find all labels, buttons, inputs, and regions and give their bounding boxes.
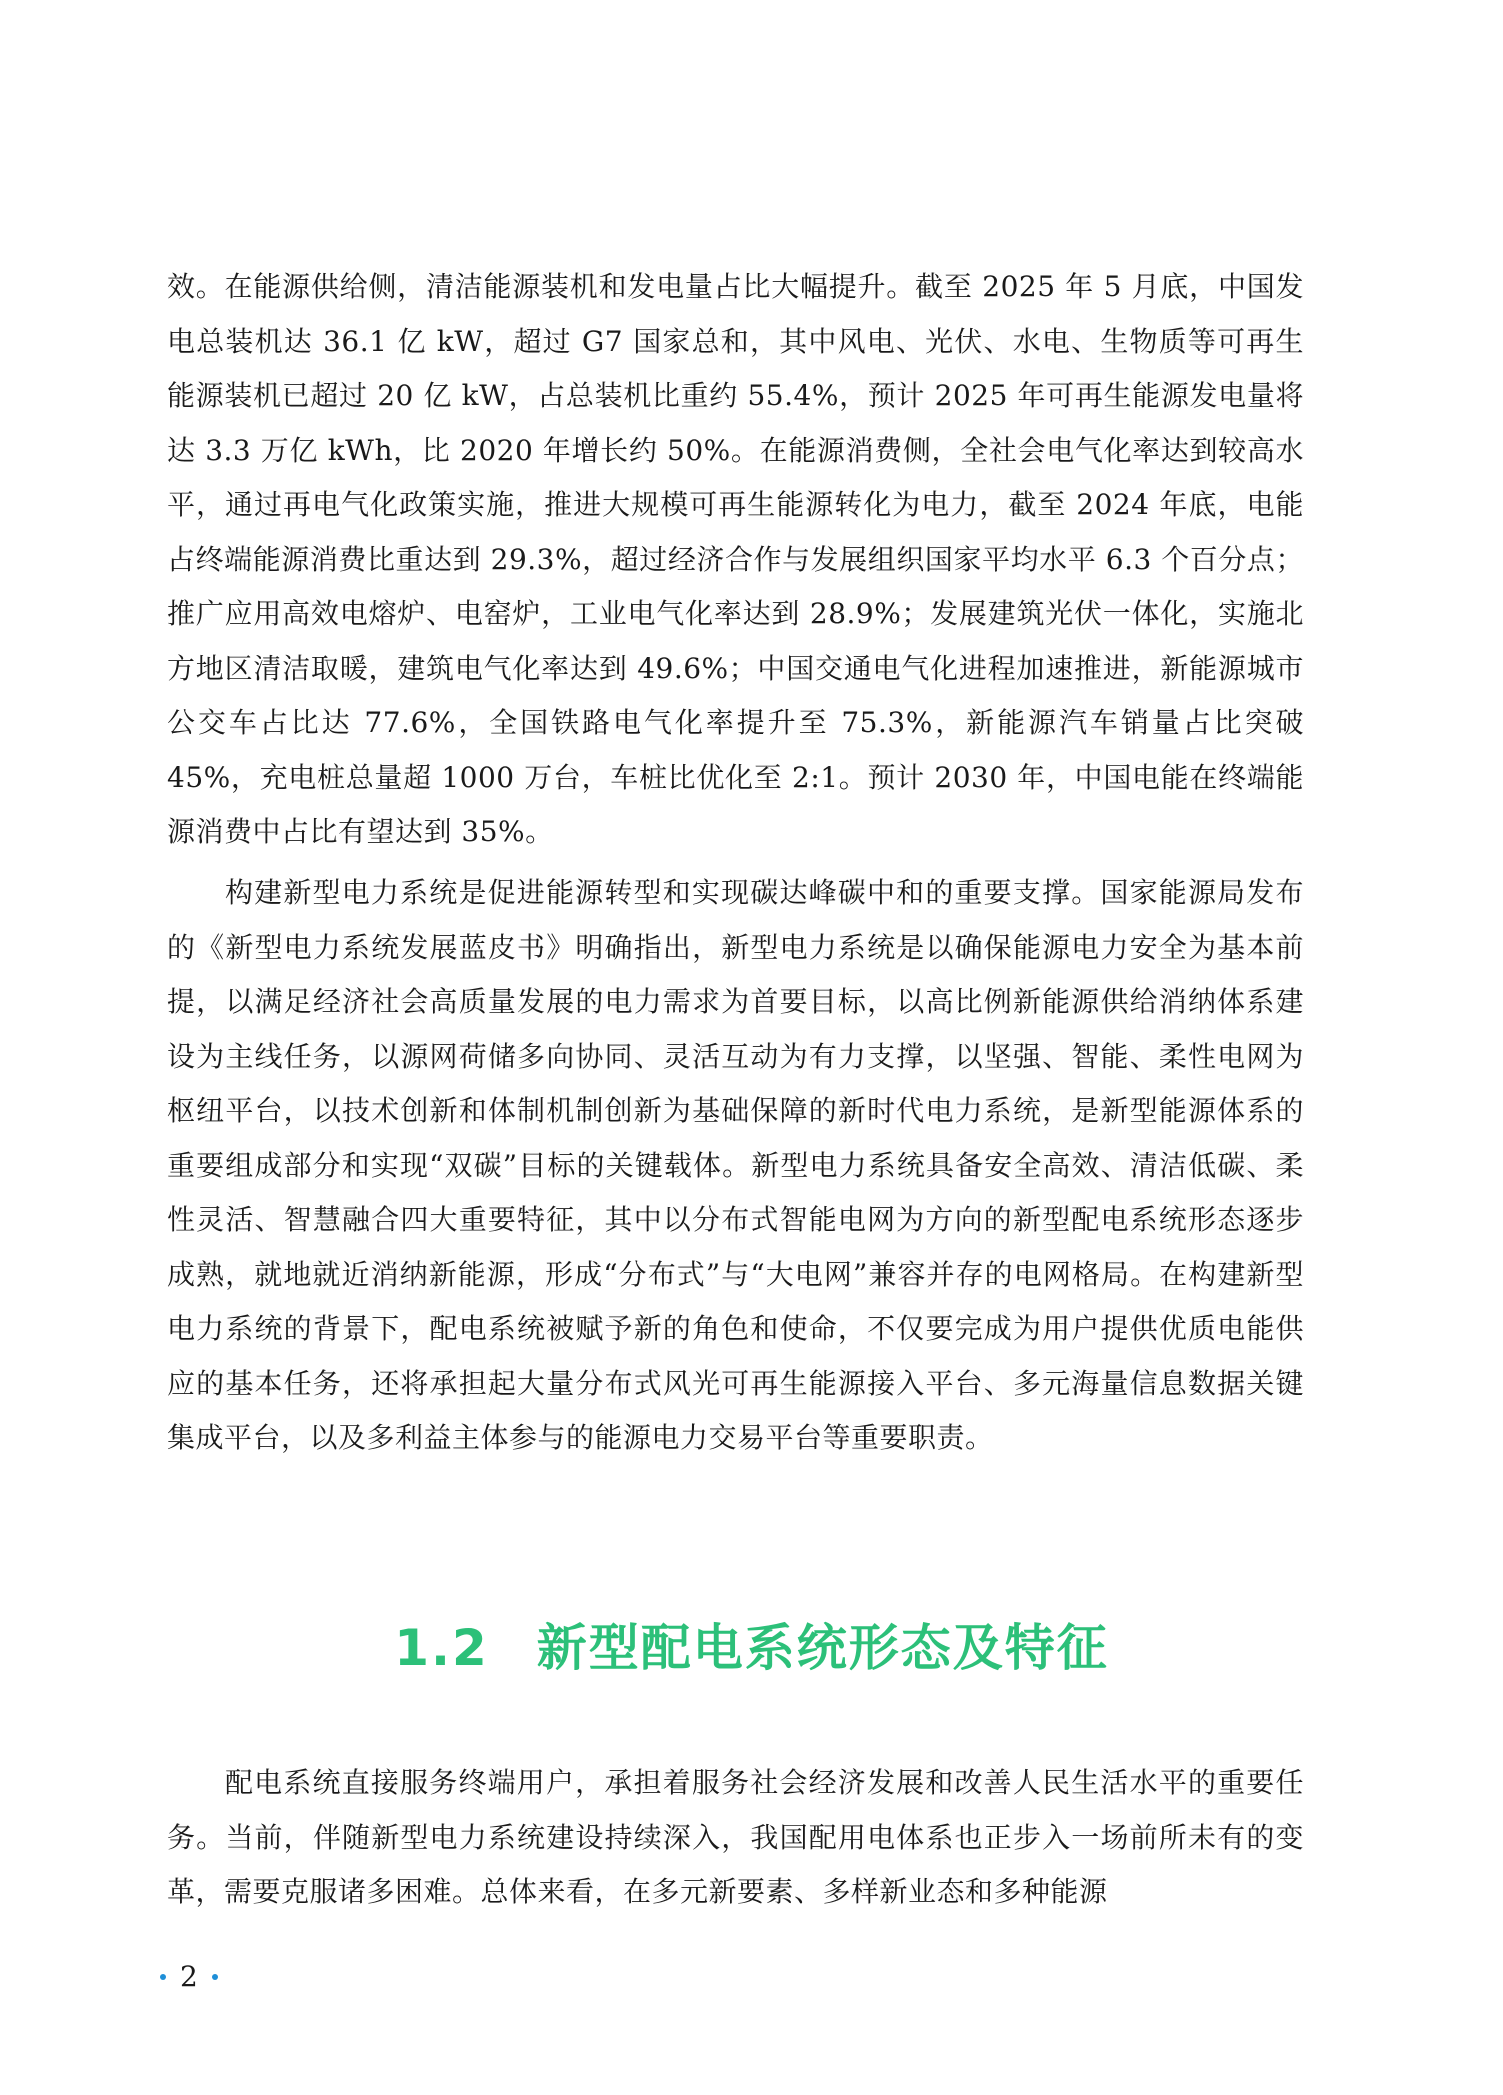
section-heading — [0, 1608, 1503, 1680]
left-dot-icon — [160, 1974, 166, 1980]
body-paragraph-2: 构建新型电力系统是促进能源转型和实现碳达峰碳中和的重要支撑。国家能源局发布的《新型电力系统发展蓝皮书》明确指出，新型电力系统是以确保能源电力安全为基本前提，以满足经济社会高质量发展的电力需求为首要目标，以高比例新能源供给消纳体系建设为主线任务，以源网荷储多向协同、灵活互动为有力支撑，以坚强、智能、柔性电网为枢纽平台，以技术创新和体制机制创新为基础保障的新时代电力系统，是新型能源体系的重要组成部分和实现“双碳”目标的关键载体。新型电力系统具备安全高效、清洁低碳、柔性灵活、智慧融合四大重要特征，其中以分布式智能电网为方向的新型配电系统形态逐步成熟，就地就近消纳新能源，形成“分布式”与“大电网”兼容并存的电网格局。在构建新型电力系统的背景下，配电系统被赋予新的角色和使命，不仅要完成为用户提供优质电能供应的基本任务，还将承担起大量分布式风光可再生能源接入平台、多元海量信息数据关键集成平台，以及多利益主体参与的能源电力交易平台等重要职责。 — [167, 876, 1304, 1454]
body-paragraph-1: 效。在能源供给侧，清洁能源装机和发电量占比大幅提升。截至 2025 年 5 月底，中国发电总装机达 36.1 亿 kW，超过 G7 国家总和，其中风电、光伏、水电、生物质等可再生能源装机已超过 20 亿 kW，占总装机比重约 55.4%，预计 2025 年可再生能源发电量将达 3.3 万亿 kWh，比 2020 年增长约 50%。在能源消费侧，全社会电气化率达到较高水平，通过再电气化政策实施，推进大规模可再生能源转化为电力，截至 2024 年底，电能占终端能源消费比重达到 29.3%，超过经济合作与发展组织国家平均水平 6.3 个百分点；推广应用高效电熔炉、电窑炉，工业电气化率达到 28.9%；发展建筑光伏一体化，实施北方地区清洁取暖，建筑电气化率达到 49.6%；中国交通电气化进程加速推进，新能源城市公交车占比达 77.6%，全国铁路电气化率提升至 75.3%，新能源汽车销量占比突破 45%，充电桩总量超 1000 万台，车桩比优化至 2:1。预计 2030 年，中国电能在终端能源消费中占比有望达到 35%。 — [167, 270, 1304, 848]
section-title: 新型配电系统形态及特征 — [536, 1619, 1109, 1677]
page-footer — [160, 1960, 218, 1993]
page-number: 2 — [180, 1960, 198, 1993]
body-paragraph-3: 配电系统直接服务终端用户，承担着服务社会经济发展和改善人民生活水平的重要任务。当前，伴随新型电力系统建设持续深入，我国配用电体系也正步入一场前所未有的变革，需要克服诸多困难。总体来看，在多元新要素、多样新业态和多种能源 — [167, 1766, 1304, 1908]
section-number: 1.2 — [394, 1619, 489, 1677]
right-dot-icon — [212, 1974, 218, 1980]
